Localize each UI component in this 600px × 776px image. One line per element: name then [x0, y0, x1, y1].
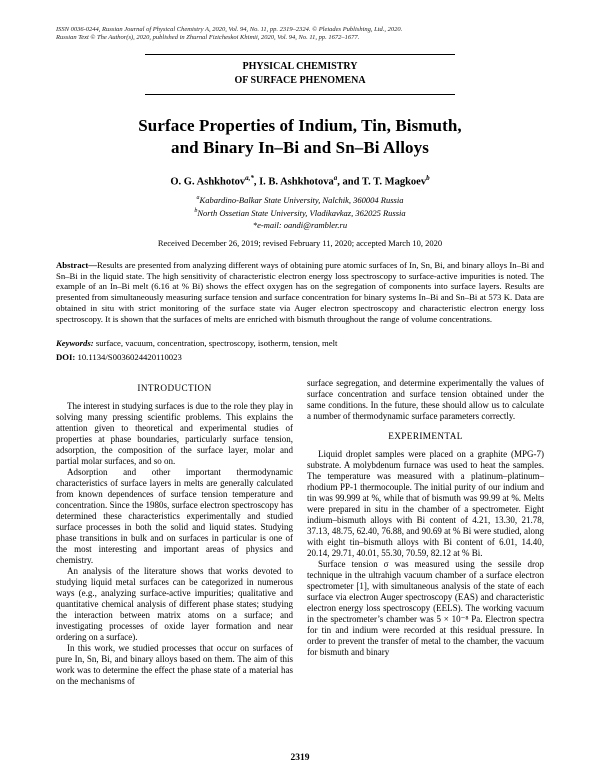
author-3-affiliation-mark: b	[426, 173, 430, 182]
intro-paragraph-1: The interest in studying surfaces is due to the role they play in solving many pressing scientific problems. This explains the attention given to theoretical and experimental studies of properties at phase boundaries, particularly surface tension, adsorption, the composition of the surface layer, molar and partial molar surfaces, and so on.	[56, 401, 293, 467]
abstract-text: Results are presented from analyzing different ways of obtaining pure atomic surfaces of In, Sn, Bi, and binary alloys In–Bi and Sn–Bi in the liquid state. The high sensitivity of characteristic electron energy loss spectroscopy to surface-active impurities is noted. The example of an In–Bi melt (6.16 at % Bi) shows the effect oxygen has on the segregation of components into surface layers. Results are presented from simultaneously measuring surface tension and surface concentration for binary systems In–Bi and Sn–Bi at 573 K. Data are obtained in situ with strict monitoring of the surface state via Auger electron spectroscopy and characteristic electron energy loss spectroscopy. It is shown that the surfaces of melts are enriched with bismuth throughout the range of volume concentrations.	[56, 259, 544, 325]
journal-header-line2: Russian Text © The Author(s), 2020, published in Zhurnal Fizicheskoi Khimii, 2020, Vol. 94, No. 11, pp. 1672–1677.	[56, 34, 360, 42]
page-number: 2319	[290, 753, 310, 763]
section-heading-experimental: EXPERIMENTAL	[388, 431, 463, 442]
keywords-label: Keywords:	[56, 338, 94, 349]
keywords-line	[56, 338, 544, 348]
intro-paragraph-4: In this work, we studied processes that occur on surfaces of pure In, Sn, Bi, and binary alloys based on them. The aim of this work was to determine the effect the phase state of a material has on the mechanisms of	[56, 643, 293, 687]
doi-label: DOI:	[56, 352, 76, 363]
corresponding-email: *e-mail: oandi@rambler.ru	[252, 219, 348, 230]
keywords-text: surface, vacuum, concentration, spectroscopy, isotherm, tension, melt	[95, 338, 338, 349]
journal-header-line1: ISSN 0036-0244, Russian Journal of Physical Chemistry A, 2020, Vol. 94, No. 11, pp. 2319–2324. © Pleiades Publishing, Ltd., 2020.	[56, 26, 403, 33]
author-1-affiliation-mark: a,*	[245, 173, 254, 182]
article-title-line1: Surface Properties of Indium, Tin, Bismuth,	[138, 115, 462, 135]
intro-paragraph-continuation: surface segregation, and determine experimentally the values of surface concentration and surface tension obtained under the same conditions. In the future, these should allow us to calculate a number of thermodynamic surface parameters correctly.	[307, 378, 544, 422]
affiliation-1-text: Kabardino-Balkar State University, Nalchik, 360004 Russia	[199, 195, 404, 206]
affiliation-2-mark: b	[194, 207, 198, 214]
affiliation-1	[56, 194, 544, 207]
section-heading-introduction: INTRODUCTION	[137, 383, 212, 394]
author-2: , I. B. Ashkhotova	[253, 176, 334, 188]
journal-header	[56, 26, 544, 43]
left-column	[56, 378, 293, 687]
two-column-body	[56, 378, 544, 687]
received-dates-line: Received December 26, 2019; revised February 11, 2020; accepted March 10, 2020	[157, 237, 443, 248]
experimental-paragraph-2: Surface tension σ was measured using the sessile drop technique in the ultrahigh vacuum chamber of a surface electron spectrometer [1], with simultaneous analysis of the state of each surface via electron Auger spectroscopy (EAS) and characteristic electron energy loss spectroscopy (EELS). The working vacuum in the spectrometer’s chamber was 5 × 10⁻⁸ Pa. Electron spectra for tin and indium were recorded at this residual pressure. In order to prevent the transfer of metal to the chamber, the vacuum for bismuth and binary	[307, 559, 544, 658]
article-title	[56, 115, 544, 160]
affiliation-2-text: North Ossetian State University, Vladikavkaz, 362025 Russia	[197, 207, 406, 218]
intro-paragraph-3: An analysis of the literature shows that works devoted to studying liquid metal surfaces can be categorized in numerous ways (e.g., analyzing surface-active impurities; qualitative and quantitative chemical analysis of different phase states; studying the interaction between matrix atoms on a surface; and investigating processes of oxide layer formation and near ordering on a surface).	[56, 566, 293, 643]
affiliation-2	[56, 207, 544, 220]
doi-value: 10.1134/S0036024420110023	[77, 352, 182, 363]
right-column	[307, 378, 544, 687]
intro-paragraph-2: Adsorption and other important thermodynamic characteristics of surface layers in melts are generally calculated from known dependences of surface tension temperature and concentration. Since the 1980s, surface electron spectroscopy has determined these characteristics experimentally and studied surface processes in both the solid and liquid states. Studying phase transitions in bulk and on surfaces in particular is one of the most interesting and important areas of physics and chemistry.	[56, 467, 293, 566]
section-banner-line1: PHYSICAL CHEMISTRY	[242, 60, 358, 72]
section-banner-line2: OF SURFACE PHENOMENA	[234, 74, 366, 86]
author-2-affiliation-mark: a	[333, 173, 338, 182]
abstract-label: Abstract—	[56, 259, 98, 270]
author-1: O. G. Ashkhotov	[170, 176, 246, 188]
article-title-line2: and Binary In–Bi and Sn–Bi Alloys	[171, 138, 429, 158]
affiliation-1-mark: a	[196, 195, 200, 202]
affiliations-block	[56, 194, 544, 231]
authors-line	[56, 174, 544, 188]
doi-line	[56, 352, 544, 362]
section-banner	[145, 54, 455, 95]
abstract-paragraph	[56, 260, 544, 326]
author-3: , and T. T. Magkoev	[337, 176, 427, 188]
experimental-paragraph-1: Liquid droplet samples were placed on a graphite (MPG-7) substrate. A molybdenum furnace was used to heat the samples. The temperature was measured with a platinum–platinum–rhodium PP-1 thermocouple. The initial purity of our indium and tin was 99.999 at %, while that of bismuth was 99.99 at %. Melts were prepared in situ in the chamber of a spectrometer. Eight indium–bismuth alloys with Bi content of 4.21, 13.30, 21.78, 37.13, 48.75, 62.40, 76.88, and 90.69 at % Bi were studied, along with eight tin–bismuth alloys with Bi content of 6.01, 14.40, 20.14, 29.71, 40.01, 55.30, 70.59, 82.12 at % Bi.	[307, 449, 544, 559]
